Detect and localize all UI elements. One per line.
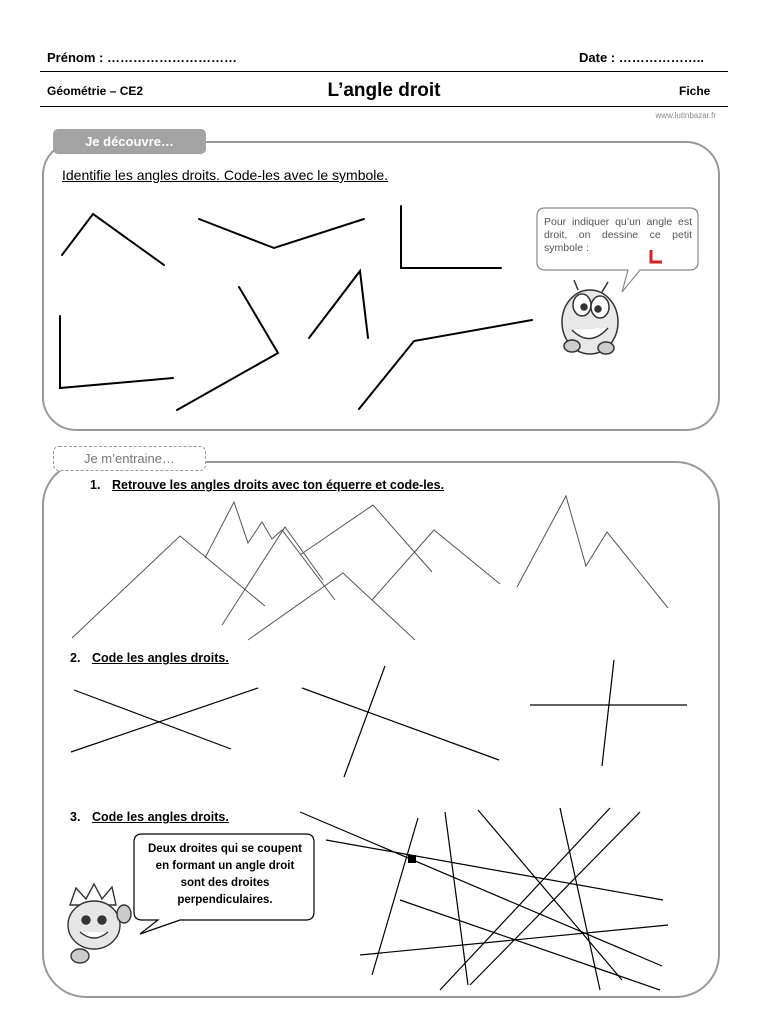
fiche-label: Fiche (679, 84, 711, 98)
page-title: L’angle droit (327, 80, 441, 101)
line-segment (440, 808, 610, 990)
date-field[interactable]: Date : ……………….. (579, 50, 704, 65)
line-segment (470, 812, 640, 985)
prenom-field[interactable]: Prénom : ………………………… (47, 50, 237, 65)
question-1-number: 1. (90, 478, 101, 492)
practice-tab: Je m’entraine… (53, 446, 206, 471)
mountain-shape (72, 536, 265, 638)
question-1-label: Retrouve les angles droits avec ton équerre et code-les. (112, 478, 445, 492)
line-segment (445, 812, 468, 985)
mascot-icon (562, 280, 618, 354)
line-segment (74, 690, 231, 749)
angle-shape (177, 287, 278, 410)
angle-shape (401, 206, 501, 268)
right-angle-mark (408, 855, 416, 863)
mountain-shape (222, 527, 323, 625)
definition-bubble-text: Deux droites qui se coupent en formant un angle droit sont des droites perpendiculaires. (148, 843, 302, 906)
angle-shape (309, 271, 368, 338)
king-mascot-icon (68, 884, 131, 963)
line-segment (71, 688, 258, 752)
site-url: www.lutinbazar.fr (655, 111, 716, 120)
question-2-number: 2. (70, 651, 81, 665)
question-3-label: Code les angles droits. (92, 810, 229, 824)
line-segment (326, 840, 663, 900)
angle-shape (359, 320, 532, 409)
mountain-shape (517, 496, 668, 608)
line-segment (400, 900, 660, 990)
question-2-label: Code les angles droits. (92, 651, 229, 665)
subject-label: Géométrie – CE2 (47, 84, 144, 98)
angle-shape (62, 214, 164, 265)
angle-shape (199, 219, 364, 248)
question-3-number: 3. (70, 810, 81, 824)
line-segment (344, 666, 385, 777)
mountain-shape (248, 573, 415, 640)
line-segment (602, 660, 614, 766)
info-bubble-text: Pour indiquer qu’un angle est droit, on dessine ce petit symbole : (544, 216, 692, 254)
line-segment (302, 688, 499, 760)
discover-instruction: Identifie les angles droits. Code-les avec le symbole. (62, 167, 389, 183)
angle-shape (60, 316, 173, 388)
mountain-shape (300, 505, 432, 572)
discover-tab: Je découvre… (53, 129, 206, 154)
mountain-shape (372, 530, 500, 600)
